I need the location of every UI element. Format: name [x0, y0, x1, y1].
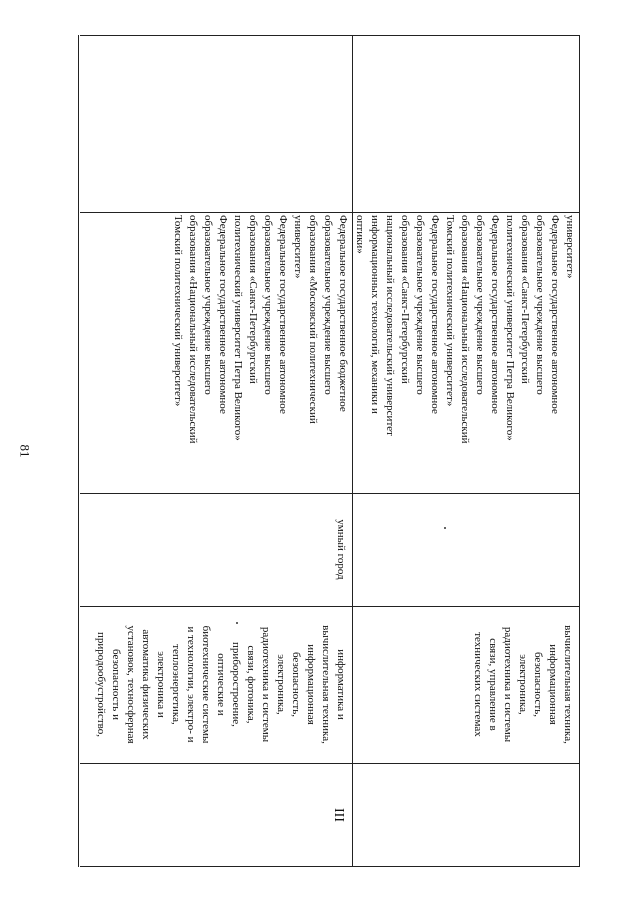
rotated-table-frame	[80, 35, 580, 867]
direction-line: технических системах	[472, 632, 484, 737]
org-line: Томский политехнический университет»	[172, 215, 184, 407]
city-cell	[352, 493, 579, 606]
org-line: университет»	[564, 215, 576, 279]
org-line: образования «Санкт-Петербургский	[247, 215, 259, 384]
org-line: Федеральное государственное автономное	[489, 215, 501, 414]
roman-number-cell	[352, 763, 579, 867]
direction-line: природообустройство,	[95, 632, 107, 737]
org-line: политехнический университет Петра Великого»	[504, 215, 516, 441]
directions-cell	[352, 606, 579, 763]
direction-line: электроника,	[517, 654, 529, 715]
direction-line: теплоэнергетика,	[170, 644, 182, 725]
org-line: информационных технологий, механики и	[369, 215, 381, 414]
org-line: образовательное учреждение высшего	[262, 215, 274, 395]
table-row	[352, 35, 580, 867]
org-line: образования «Санкт-Петербургский	[519, 215, 531, 384]
org-line: национальный исследовательский университет	[384, 215, 396, 436]
org-line: Федеральное государственное автономное	[429, 215, 441, 414]
direction-line: связи, управление в	[487, 638, 499, 731]
direction-line: радиотехника и системы	[260, 626, 272, 743]
org-line: оптики»	[354, 215, 366, 254]
direction-line: радиотехника и системы	[502, 626, 514, 743]
direction-line: безопасность,	[290, 651, 302, 718]
direction-line: оптические и	[215, 653, 227, 716]
org-line: университет»	[292, 215, 304, 279]
org-line: Федеральное государственное автономное	[549, 215, 561, 414]
direction-line: безопасность,	[532, 651, 544, 718]
org-line: образовательное учреждение высшего	[414, 215, 426, 395]
org-line: образования «Национальный исследовательский	[459, 215, 471, 444]
direction-line: электроника и	[155, 651, 167, 718]
direction-line: связи, фотоника,	[245, 645, 257, 724]
scan-speck	[444, 527, 446, 529]
directions-table	[80, 35, 580, 867]
org-line: образования «Санкт-Петербургский	[399, 215, 411, 384]
org-line: Федеральное государственное автономное	[277, 215, 289, 414]
org-line: Томский политехнический университет»	[444, 215, 456, 407]
organizations-cell	[352, 212, 579, 493]
organizations-cell	[79, 212, 352, 493]
org-line: политехнический университет Петра Великого»	[232, 215, 244, 441]
direction-line: автоматика физических	[140, 629, 152, 740]
scan-speck	[236, 622, 238, 624]
org-line: образовательное учреждение высшего	[202, 215, 214, 395]
org-line: образования «Национальный исследовательский	[187, 215, 199, 444]
org-line: образовательное учреждение высшего	[534, 215, 546, 395]
direction-line: электроника,	[275, 654, 287, 715]
direction-line: безопасность и	[110, 649, 122, 720]
org-line: образования «Московский политехнический	[307, 215, 319, 424]
roman-number-cell: III	[331, 808, 346, 822]
city-cell: умный город	[335, 519, 347, 580]
org-line: Федеральное государственное автономное	[217, 215, 229, 414]
direction-line: биотехнические системы	[200, 625, 212, 744]
page-number: 81	[17, 444, 33, 458]
org-line: Федеральное государственное бюджетное	[337, 215, 349, 412]
direction-line: и технологии, электро- и	[185, 626, 197, 743]
directions-cell	[79, 606, 352, 763]
direction-line: приборостроение,	[230, 642, 242, 727]
direction-line: установок, техносферная	[125, 625, 137, 744]
direction-line: вычислительная техника,	[320, 625, 332, 744]
org-line: образовательное учреждение высшего	[322, 215, 334, 395]
org-line: образовательное учреждение высшего	[474, 215, 486, 395]
direction-line: информационная	[305, 644, 317, 725]
direction-line: информатика и	[335, 649, 347, 720]
direction-line: информационная	[547, 644, 559, 725]
direction-line: вычислительная техника,	[562, 625, 574, 744]
table-row	[78, 35, 353, 867]
